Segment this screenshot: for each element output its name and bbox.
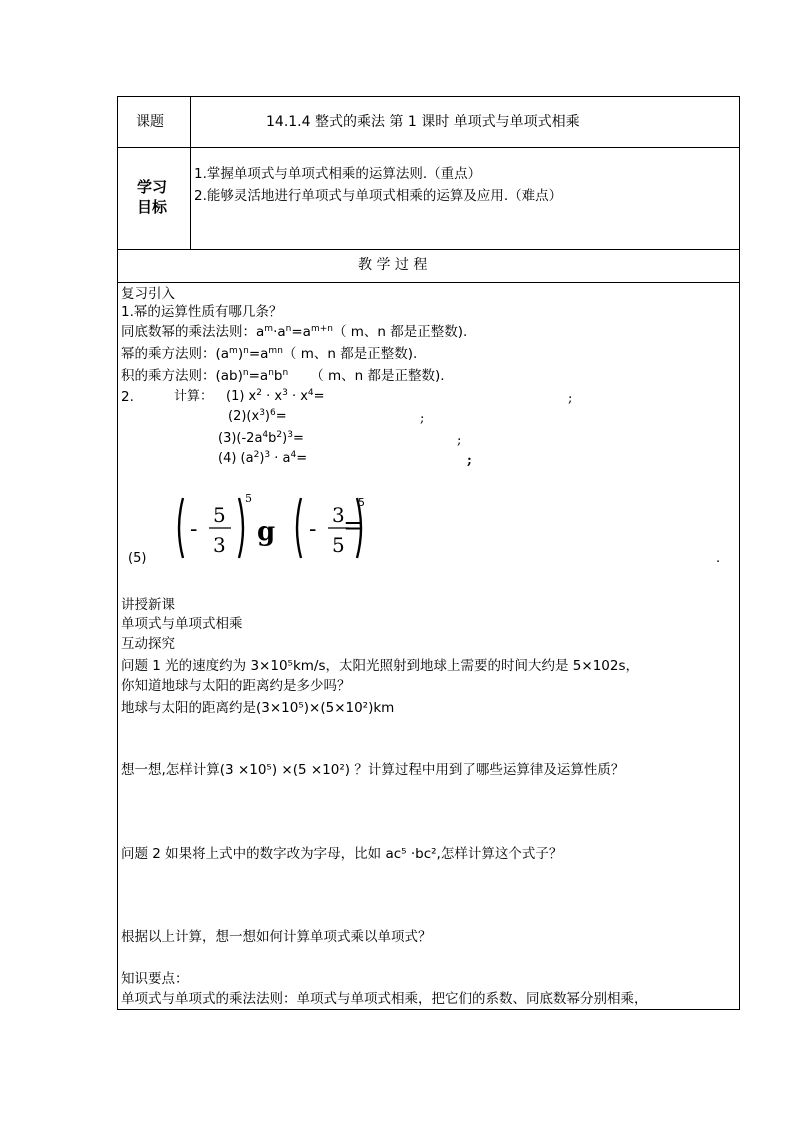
new-lesson-heading: 讲授新课 [121, 597, 175, 613]
problem-2: 问题 2 如果将上式中的数字改为字母，比如 ac⁵ ·bc²,怎样计算这个式子？ [121, 846, 563, 862]
equals-sign: = [343, 511, 365, 541]
denominator: 3 [213, 533, 226, 557]
calc-item-2: $(2)(x^3)^6=$ [228, 408, 287, 424]
calc-item-5-expression [173, 490, 363, 570]
left-paren [297, 498, 301, 558]
problem-1-line-1: 问题 1 光的速度约为 3×10⁵km/s，太阳光照射到地球上需要的时间大约是 5×102s， [121, 658, 639, 674]
explore-heading: 互动探究 [121, 636, 175, 652]
row-divider [118, 147, 739, 148]
rule-product: 积的乘方法则：$(ab)^n=a^nb^n$ （ m、n 都是正整数). [121, 368, 445, 384]
exponent: 5 [245, 492, 252, 505]
objective-item: 1.掌握单项式与单项式相乘的运算法则.（重点） [194, 166, 482, 182]
calc-item-4: (4) $(a^2)^3 \cdot a^4=$ [218, 450, 308, 466]
calc-item-5-label: (5) [128, 551, 147, 566]
problem-1-line-3: 地球与太阳的距离约是(3×10⁵)×(5×10²)km [121, 700, 395, 716]
new-lesson-topic: 单项式与单项式相乘 [121, 616, 243, 632]
subject-label: 课题 [136, 114, 164, 130]
left-paren [179, 498, 183, 558]
problem-1-line-2: 你知道地球与太阳的距离约是多少吗？ [121, 678, 351, 694]
denominator: 5 [332, 533, 345, 557]
column-divider [190, 97, 191, 249]
objective-item: 2.能够灵活地进行单项式与单项式相乘的运算及应用.（难点） [194, 188, 563, 204]
calc-item-1: (1) $x^2 \cdot x^3 \cdot x^4=$ [226, 388, 325, 404]
row-divider [118, 249, 739, 250]
minus-sign: - [309, 517, 317, 542]
calc-item-5-end: . [716, 551, 721, 566]
rule-power: 幂的乘方法则：$(a^m)^n=a^{mn}$（ m、n 都是正整数). [121, 346, 418, 362]
review-question-1: 1.幂的运算性质有哪几条？ [121, 304, 283, 320]
answer-semicolon: ; [420, 411, 425, 426]
question-2-label: 计算： [174, 389, 214, 404]
key-points-heading: 知识要点： [121, 971, 189, 987]
lesson-table [117, 96, 740, 1010]
think-question: 想一想,怎样计算(3 ×10⁵) ×(5 ×10²) ？计算过程中用到了哪些运算律及运算性质？ [121, 762, 625, 778]
key-rule: 单项式与单项式的乘法法则：单项式与单项式相乘，把它们的系数、同底数幂分别相乘， [121, 991, 648, 1007]
process-title: 教 学 过 程 [358, 257, 428, 273]
row-divider [118, 282, 739, 283]
subject-value: 14.1.4 整式的乘法 第 1 课时 单项式与单项式相乘 [266, 114, 580, 130]
objectives-label-2: 目标 [137, 198, 168, 216]
exponent: 5 [358, 496, 365, 509]
rule-same-base: 同底数幂的乘法法则：$a^m\cdot a^n=a^{m+n}$（ m、n 都是正整数). [121, 324, 468, 340]
right-paren [239, 498, 243, 558]
objectives-label-1: 学习 [137, 178, 168, 196]
multiply-dot: g [257, 517, 276, 547]
numerator: 3 [332, 503, 345, 527]
minus-sign: - [190, 517, 198, 542]
conclusion-question: 根据以上计算，想一想如何计算单项式乘以单项式？ [121, 929, 432, 945]
answer-semicolon: ; [457, 433, 462, 448]
numerator: 5 [213, 503, 226, 527]
review-heading: 复习引入 [121, 286, 175, 302]
answer-semicolon: ; [467, 453, 472, 468]
calc-item-3: $(3)(-2a^4b^2)^3=$ [218, 430, 304, 446]
question-2-number: 2. [121, 389, 134, 405]
answer-semicolon: ; [568, 391, 573, 406]
